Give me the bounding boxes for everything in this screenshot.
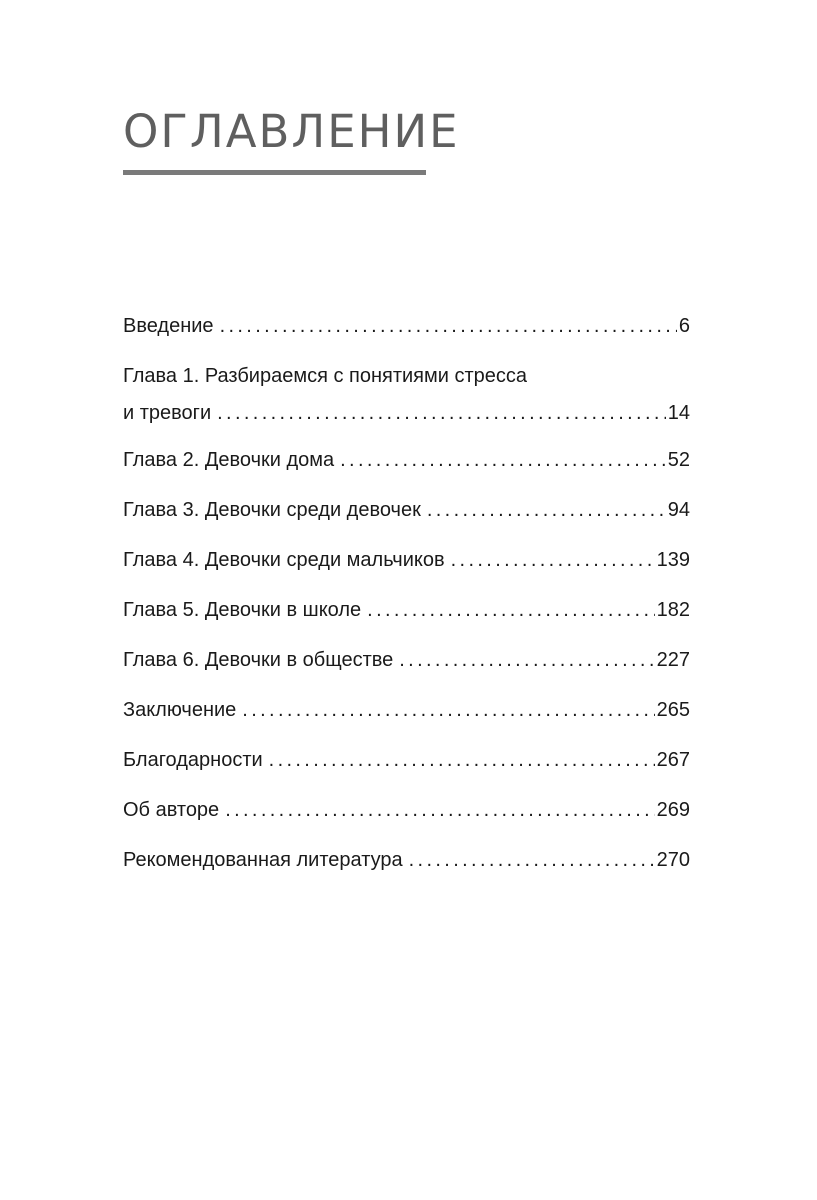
toc-entry-title: и тревоги bbox=[123, 402, 212, 424]
toc-row bbox=[123, 692, 690, 729]
toc-entry-conclusion[interactable] bbox=[123, 692, 690, 729]
toc-entry-chapter-1[interactable] bbox=[123, 358, 690, 432]
toc-entry-title: Глава 3. Девочки среди девочек bbox=[123, 499, 421, 521]
dot-leader bbox=[340, 442, 666, 479]
toc-entry-acknowledgements[interactable] bbox=[123, 742, 690, 779]
toc-entry-title: Глава 6. Девочки в обществе bbox=[123, 649, 394, 671]
toc-entry-chapter-2[interactable] bbox=[123, 442, 690, 479]
dot-leader bbox=[451, 542, 655, 579]
dot-leader bbox=[225, 792, 654, 829]
toc-page-number: 139 bbox=[656, 549, 690, 571]
toc-row bbox=[123, 792, 690, 829]
toc-entry-chapter-6[interactable] bbox=[123, 642, 690, 679]
dot-leader bbox=[409, 842, 655, 879]
toc-row bbox=[123, 308, 690, 345]
dot-leader bbox=[242, 692, 654, 729]
toc-page-number: 267 bbox=[656, 749, 690, 771]
toc-row bbox=[123, 742, 690, 779]
toc-page-number: 94 bbox=[667, 499, 690, 521]
toc-page-number: 227 bbox=[656, 649, 690, 671]
toc-row bbox=[123, 592, 690, 629]
dot-leader bbox=[427, 492, 666, 529]
toc-entry-title: Заключение bbox=[123, 699, 237, 721]
page-title: ОГЛАВЛЕНИЕ bbox=[123, 105, 460, 158]
dot-leader bbox=[217, 395, 666, 432]
table-of-contents bbox=[123, 308, 690, 892]
dot-leader bbox=[367, 592, 654, 629]
toc-entry-title: Глава 4. Девочки среди мальчиков bbox=[123, 549, 445, 571]
toc-page-number: 270 bbox=[656, 849, 690, 871]
toc-row bbox=[123, 842, 690, 879]
toc-entry-title: Об авторе bbox=[123, 799, 220, 821]
toc-entry-chapter-5[interactable] bbox=[123, 592, 690, 629]
toc-entry-title: Глава 5. Девочки в школе bbox=[123, 599, 362, 621]
title-underline bbox=[123, 170, 426, 175]
toc-row bbox=[123, 395, 690, 432]
dot-leader bbox=[220, 308, 677, 345]
toc-entry-title-line1: Глава 1. Разбираемся с понятиями стресса bbox=[123, 365, 528, 387]
toc-entry-title: Введение bbox=[123, 315, 214, 337]
toc-entry-title: Благодарности bbox=[123, 749, 263, 771]
toc-row bbox=[123, 492, 690, 529]
toc-row bbox=[123, 442, 690, 479]
toc-entry-title: Рекомендованная литература bbox=[123, 849, 403, 871]
toc-page-number: 269 bbox=[656, 799, 690, 821]
toc-entry-title: Глава 2. Девочки дома bbox=[123, 449, 335, 471]
toc-row bbox=[123, 542, 690, 579]
toc-entry-chapter-4[interactable] bbox=[123, 542, 690, 579]
toc-page-number: 52 bbox=[667, 449, 690, 471]
dot-leader bbox=[269, 742, 655, 779]
toc-page-number: 14 bbox=[667, 402, 690, 424]
toc-entry-chapter-3[interactable] bbox=[123, 492, 690, 529]
toc-page-number: 6 bbox=[678, 315, 690, 337]
toc-entry-about-author[interactable] bbox=[123, 792, 690, 829]
toc-entry-recommended-reading[interactable] bbox=[123, 842, 690, 879]
toc-entry-introduction[interactable] bbox=[123, 308, 690, 345]
toc-page-number: 265 bbox=[656, 699, 690, 721]
dot-leader bbox=[399, 642, 654, 679]
toc-row bbox=[123, 642, 690, 679]
toc-page-number: 182 bbox=[656, 599, 690, 621]
